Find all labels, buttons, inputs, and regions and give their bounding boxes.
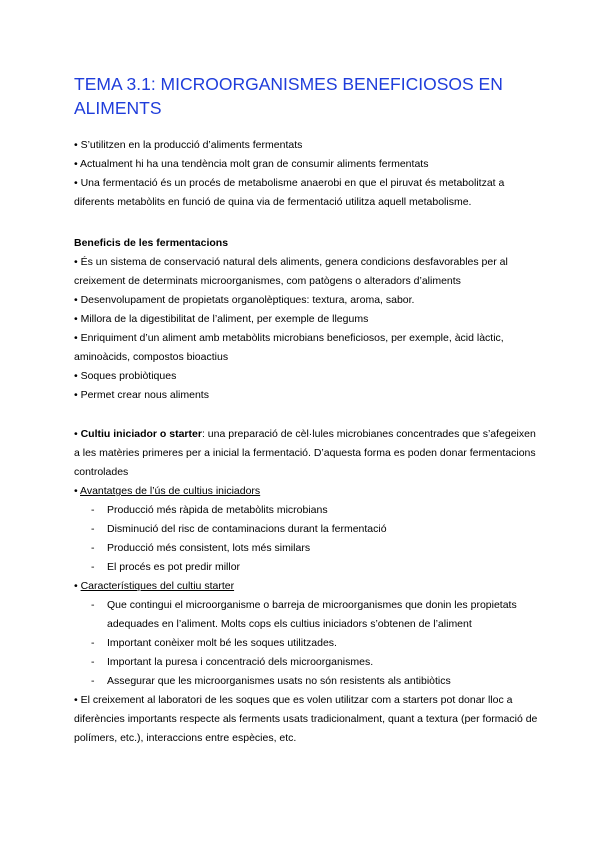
characteristics-list bbox=[74, 596, 544, 691]
list-item: - Producció més consistent, lots més similars bbox=[74, 539, 544, 558]
intro-item: • Actualment hi ha una tendència molt gran de consumir aliments fermentats bbox=[74, 158, 429, 170]
advantages-list bbox=[74, 501, 544, 577]
intro-item: • Una fermentació és un procés de metabolisme anaerobi en que el piruvat és metabolitzat a diferents metabòlits en funció de quina via de fermentació utilitza aquell metabolisme. bbox=[74, 177, 505, 208]
list-item: - El procés es pot predir millor bbox=[74, 558, 544, 577]
benefits-heading: Beneficis de les fermentacions bbox=[74, 237, 229, 249]
list-item: - Disminució del risc de contaminacions durant la fermentació bbox=[74, 520, 544, 539]
starter-definition-text: : una preparació de cèl·lules microbianes concentrades que s’afegeixen a les matèries primeres per a inicial la fermentació. D’aquesta forma es poden donar fermentacions controlades bbox=[74, 428, 536, 478]
benefit-item: • Desenvolupament de propietats organolèptiques: textura, aroma, sabor. bbox=[74, 294, 415, 306]
benefits-section bbox=[74, 234, 544, 405]
starter-definition bbox=[74, 425, 544, 482]
closing-paragraph: • El creixement al laboratori de les soques que es volen utilitzar com a starters pot donar lloc a diferències importants respecte als ferments usats tradicionalment, quant a textura (per formació de polímers, etc.), interaccions entre espècies, etc. bbox=[74, 694, 538, 744]
list-item: - Important la puresa i concentració dels microorganismes. bbox=[74, 653, 544, 672]
starter-term: Cultiu iniciador o starter bbox=[80, 428, 202, 440]
advantages-heading: • Avantatges de l’ús de cultius iniciadors bbox=[74, 485, 261, 497]
list-item: - Assegurar que les microorganismes usats no són resistents als antibiòtics bbox=[74, 672, 544, 691]
advantages-heading-text: Avantatges de l’ús de cultius iniciadors bbox=[80, 485, 261, 497]
list-item: - Important conèixer molt bé les soques utilitzades. bbox=[74, 634, 544, 653]
characteristics-heading-text: Característiques del cultiu starter bbox=[80, 580, 235, 592]
benefit-item: • És un sistema de conservació natural dels aliments, genera condicions desfavorables per al creixement de determinats microorganismes, com patògens o alteradors d’aliments bbox=[74, 256, 508, 287]
bullet: • bbox=[74, 428, 81, 440]
list-item: - Producció més ràpida de metabòlits microbians bbox=[74, 501, 544, 520]
characteristics-heading: • Característiques del cultiu starter bbox=[74, 580, 235, 592]
starter-section bbox=[74, 425, 544, 748]
benefit-item: • Enriquiment d’un aliment amb metabòlits microbians beneficiosos, per exemple, àcid làctic, aminoàcids, compostos bioactius bbox=[74, 332, 504, 363]
page-title: TEMA 3.1: MICROORGANISMES BENEFICIOSOS EN ALIMENTS bbox=[74, 74, 503, 118]
intro-item: • S’utilitzen en la producció d’aliments fermentats bbox=[74, 139, 303, 151]
benefit-item: • Soques probiòtiques bbox=[74, 370, 177, 382]
intro-section bbox=[74, 136, 544, 212]
benefit-item: • Permet crear nous aliments bbox=[74, 389, 209, 401]
benefit-item: • Millora de la digestibilitat de l’aliment, per exemple de llegums bbox=[74, 313, 369, 325]
list-item: - Que contingui el microorganisme o barreja de microorganismes que donin les propietats adequades en l’aliment. Molts cops els cultius iniciadors s’obtenen de l’aliment bbox=[74, 596, 544, 634]
